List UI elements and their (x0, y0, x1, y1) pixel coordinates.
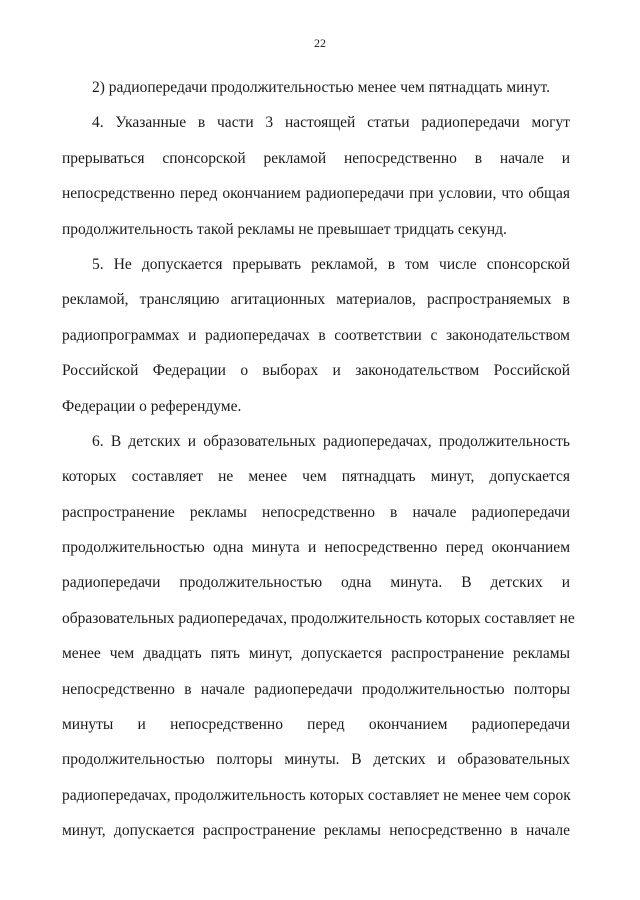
text-line: непосредственно перед окончанием радиопередачи при условии, что общая (62, 185, 570, 203)
text-line: радиопередачи продолжительностью одна минута. В детских и (62, 574, 570, 592)
text-line: 6. В детских и образовательных радиопередачах, продолжительность (92, 432, 570, 450)
text-line: Российской Федерации о выборах и законодательством Российской (62, 362, 570, 380)
text-line: образовательных радиопередачах, продолжительность которых составляет не (62, 609, 575, 627)
text-line: Федерации о референдуме. (62, 397, 242, 415)
text-line: минуты и непосредственно перед окончанием радиопередачи (62, 716, 570, 734)
text-line: распространение рекламы непосредственно в начале радиопередачи (62, 503, 570, 521)
text-line: 2) радиопередачи продолжительностью менее чем пятнадцать минут. (92, 79, 550, 96)
text-line: продолжительность такой рекламы не превышает тридцать секунд. (62, 220, 507, 238)
text-line: радиопрограммах и радиопередачах в соответствии с законодательством (62, 326, 570, 344)
text-line: менее чем двадцать пять минут, допускается распространение рекламы (62, 645, 570, 663)
text-line: 4. Указанные в части 3 настоящей статьи радиопередачи могут (92, 114, 570, 132)
text-line: 5. Не допускается прерывать рекламой, в том числе спонсорской (92, 255, 570, 273)
text-line: радиопередачах, продолжительность которых составляет не менее чем сорок (62, 786, 571, 804)
document-body (62, 70, 575, 849)
paragraph-part-5 (62, 247, 570, 424)
text-line: минут, допускается распространение рекламы непосредственно в начале (62, 822, 570, 840)
text-line: продолжительностью полторы минуты. В детских и образовательных (62, 751, 570, 769)
text-line: рекламой, трансляцию агитационных материалов, распространяемых в (62, 291, 570, 309)
text-line: продолжительностью одна минута и непосредственно перед окончанием (62, 539, 570, 557)
text-line: непосредственно в начале радиопередачи продолжительностью полторы (62, 680, 570, 698)
text-line: которых составляет не менее чем пятнадцать минут, допускается (62, 468, 570, 486)
paragraph-item-2 (62, 70, 570, 105)
paragraph-part-6 (62, 424, 575, 849)
text-line: прерываться спонсорской рекламой непосредственно в начале и (62, 149, 570, 167)
page-number: 22 (314, 36, 326, 50)
paragraph-part-4 (62, 105, 570, 247)
